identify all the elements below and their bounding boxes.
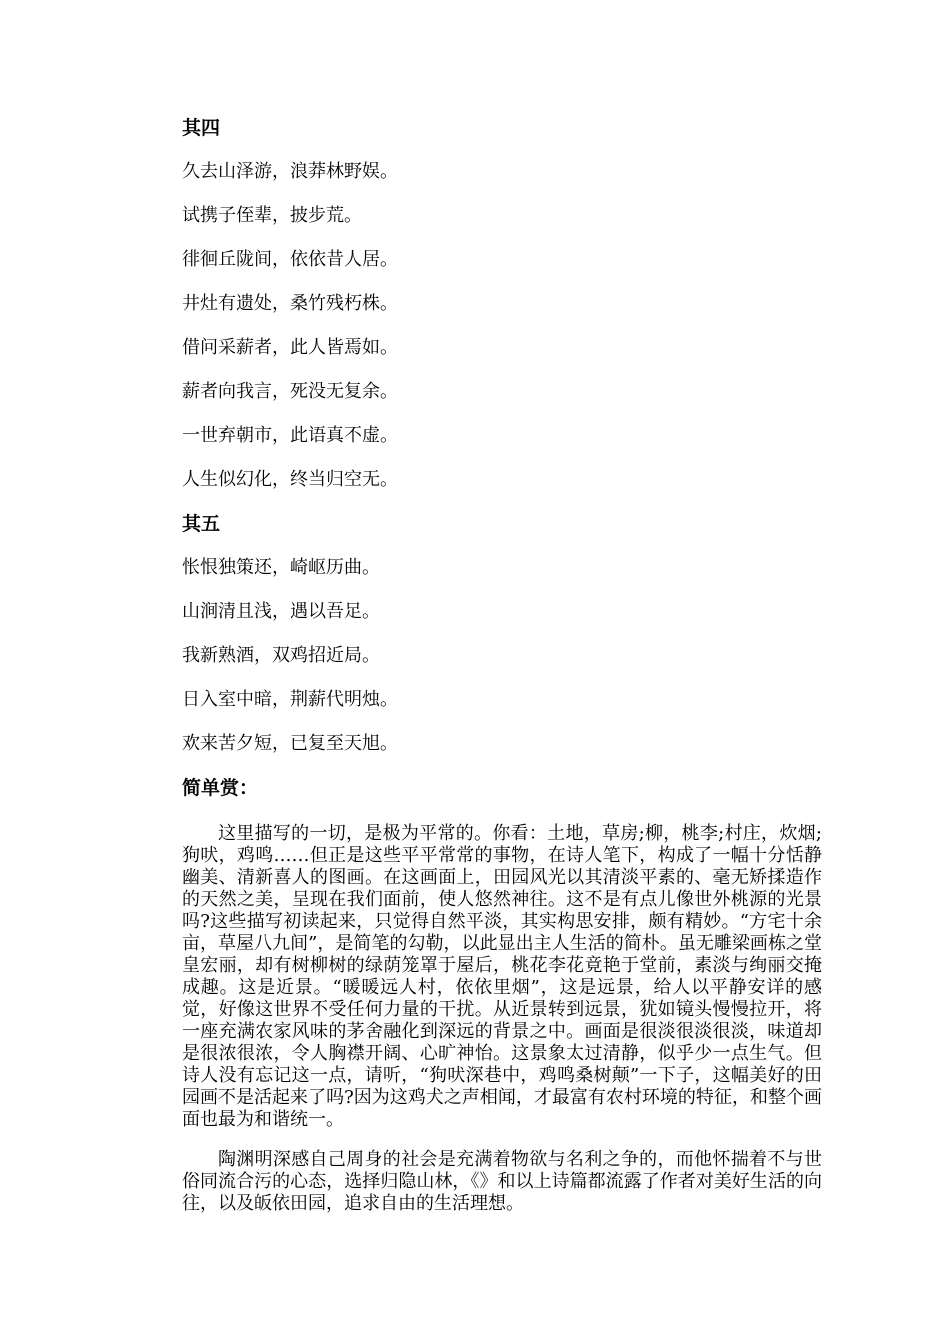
appreciation-paragraph-2: 陶渊明深感自己周身的社会是充满着物欲与名利之争的，而他怀揣着不与世俗同流合污的心态，选择归隐山林，《》和以上诗篇都流露了作者对美好生活的向往，以及皈依田园，追求自由的生活理想。 [182, 1149, 822, 1214]
poem4-line-8: 人生似幻化，终当归空无。 [182, 469, 398, 490]
appreciation-paragraph-1: 这里描写的一切，是极为平常的。你看：土地，草房;柳，桃李;村庄，炊烟;狗吠，鸡鸣……但正是这些平平常常的事物，在诗人笔下，构成了一幅十分恬静幽美、清新喜人的图画。在这画面上，田园风光以其清淡平素的、毫无矫揉造作的天然之美，呈现在我们面前，使人悠然神往。这不是有点儿像世外桃源的光景吗?这些描写初读起来，只觉得自然平淡，其实构思安排，颇有精妙。“方宅十余亩，草屋八九间”，是简笔的勾勒，以此显出主人生活的简朴。虽无雕梁画栋之堂皇宏丽，却有树柳树的绿荫笼罩于屋后，桃花李花竟艳于堂前，素淡与绚丽交掩成趣。这是近景。“暖暖远人村，依依里烟”，这是远景，给人以平静安详的感觉，好像这世界不受任何力量的干扰。从近景转到远景，犹如镜头慢慢拉开，将一座充满农家风味的茅舍融化到深远的背景之中。画面是很淡很淡很淡，味道却是很浓很浓，令人胸襟开阔、心旷神怡。这景象太过清静，似乎少一点生气。但诗人没有忘记这一点，请听，“狗吠深巷中，鸡鸣桑树颠”一下子，这幅美好的田园画不是活起来了吗?因为这鸡犬之声相闻，才最富有农村环境的特征，和整个画面也最为和谐统一。 [182, 823, 822, 1130]
poem4-line-3: 徘徊丘陇间，依依昔人居。 [182, 249, 398, 270]
poem5-line-4: 日入室中暗，荆薪代明烛。 [182, 689, 398, 710]
poem4-line-4: 井灶有遗处，桑竹残朽株。 [182, 293, 398, 314]
poem4-line-1: 久去山泽游，浪莽林野娱。 [182, 161, 398, 182]
poem5-title: 其五 [182, 513, 221, 535]
poem4-line-7: 一世弃朝市，此语真不虚。 [182, 425, 398, 446]
poem5-line-1: 怅恨独策还，崎岖历曲。 [182, 557, 380, 578]
poem5-line-5: 欢来苦夕短，已复至天旭。 [182, 733, 398, 754]
poem4-line-2: 试携子侄辈，披步荒。 [182, 205, 362, 226]
poem5-line-3: 我新熟酒，双鸡招近局。 [182, 645, 380, 666]
appreciation-title: 简单赏： [182, 777, 259, 799]
poem4-line-6: 薪者向我言，死没无复余。 [182, 381, 398, 402]
poem4-line-5: 借问采薪者，此人皆焉如。 [182, 337, 398, 358]
poem4-title: 其四 [182, 117, 221, 139]
poem5-line-2: 山涧清且浅，遇以吾足。 [182, 601, 380, 622]
